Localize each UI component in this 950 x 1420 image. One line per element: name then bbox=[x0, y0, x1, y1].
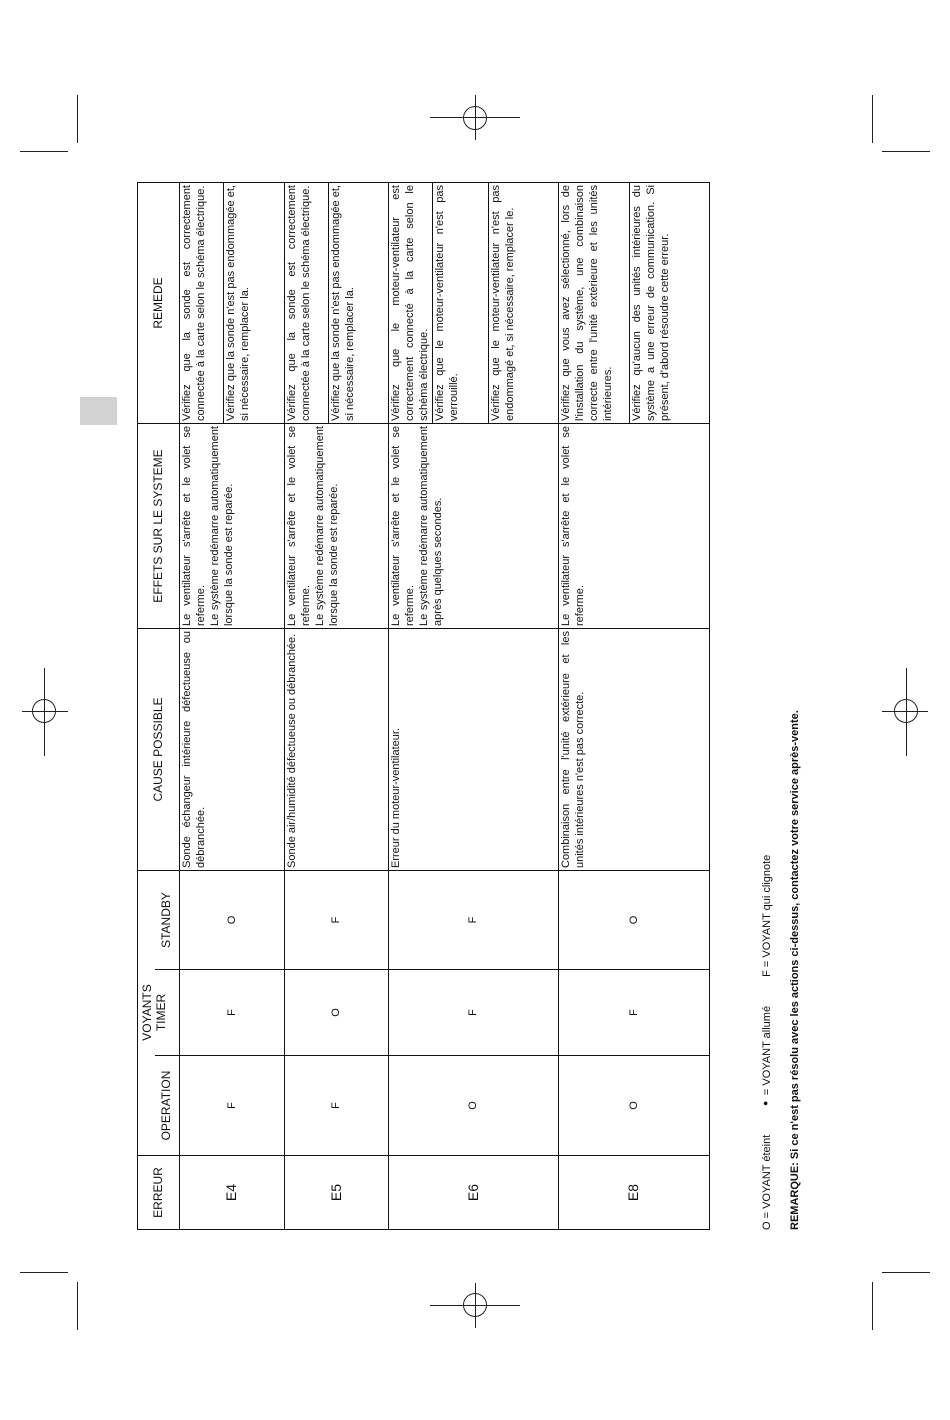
table-row bbox=[285, 183, 389, 1230]
effets-text: Le système redémarre automatiquement lorsque la sonde est reparée. bbox=[209, 426, 236, 626]
cause-text: Sonde air/humidité défectueuse ou débranchée. bbox=[286, 633, 298, 868]
cause-cell bbox=[180, 629, 285, 871]
effets-cell bbox=[180, 424, 285, 629]
remede-text: Vérifiez que le moteur-ventilateur n'est pas endommagé et, si nécessaire, remplacer le. bbox=[490, 185, 517, 421]
registration-mark-icon bbox=[32, 699, 56, 723]
header-remede: REMEDE bbox=[138, 183, 180, 424]
led-timer: F bbox=[180, 970, 285, 1056]
effets-text: Le ventilateur s'arrête et le volet se referme. bbox=[560, 426, 587, 626]
effets-text: Le ventilateur s'arrête et le volet se referme. bbox=[181, 426, 208, 626]
header-blank bbox=[138, 1056, 155, 1156]
header-standby: STANDBY bbox=[155, 871, 180, 970]
header-timer: TIMER bbox=[155, 970, 180, 1056]
remede-text: Vérifiez que vous avez sélectionné, lors de l'installation du système, une combinaison correcte entre l'unité extérieure et les unités intérieures. bbox=[559, 183, 630, 423]
header-erreur: ERREUR bbox=[138, 1156, 180, 1230]
effets-cell bbox=[559, 424, 710, 629]
cause-text: Sonde échangeur intérieure défectueuse ou débranchée. bbox=[181, 631, 208, 868]
side-tab bbox=[80, 397, 117, 425]
effets-text: Le système redémarre automatiquement après quelques secondes. bbox=[418, 426, 445, 626]
led-timer: F bbox=[389, 970, 559, 1056]
remede-text: Vérifiez que le moteur-ventilateur est correctement connecté à la carte selon le schéma électrique. bbox=[389, 183, 433, 423]
error-code: E8 bbox=[559, 1156, 710, 1230]
led-standby: F bbox=[285, 871, 389, 970]
error-table bbox=[137, 182, 710, 1230]
remede-cell bbox=[180, 183, 285, 424]
crop-mark bbox=[77, 95, 78, 143]
legend bbox=[758, 829, 773, 1230]
effets-cell bbox=[285, 424, 389, 629]
cause-text: Combinaison entre l'unité extérieure et les unités intérieures n'est pas correcte. bbox=[560, 631, 587, 868]
effets-text: Le ventilateur s'arrête et le volet se referme. bbox=[286, 426, 313, 626]
registration-mark-icon bbox=[463, 106, 487, 130]
led-operation: F bbox=[180, 1056, 285, 1156]
header-operation: OPERATION bbox=[155, 1056, 180, 1156]
crop-mark bbox=[20, 151, 68, 152]
legend-blink: F = VOYANT qui clignote bbox=[761, 854, 773, 977]
crop-mark bbox=[872, 1282, 873, 1330]
remark: REMARQUE: Si ce n'est pas résolu avec les actions ci-dessus, contactez votre service après-vente. bbox=[789, 710, 801, 1230]
effets-text: Le ventilateur s'arrête et le volet se referme. bbox=[390, 426, 417, 626]
error-code: E5 bbox=[285, 1156, 389, 1230]
remede-cell bbox=[559, 183, 710, 424]
led-operation: F bbox=[285, 1056, 389, 1156]
crop-mark bbox=[77, 1282, 78, 1330]
registration-mark-icon bbox=[463, 1293, 487, 1317]
remede-cell bbox=[389, 183, 559, 424]
led-standby: O bbox=[559, 871, 710, 970]
crop-mark bbox=[882, 151, 930, 152]
rotated-content bbox=[137, 183, 817, 1253]
remede-text: Vérifiez que la sonde n'est pas endommagée et, si nécessaire, remplacer la. bbox=[330, 185, 357, 421]
led-standby: F bbox=[389, 871, 559, 970]
table-row bbox=[559, 183, 710, 1230]
header-voyants: VOYANTS bbox=[138, 970, 155, 1056]
cause-cell bbox=[559, 629, 710, 871]
header-cause: CAUSE POSSIBLE bbox=[138, 629, 180, 871]
header-blank bbox=[138, 871, 155, 970]
cause-text: Erreur du moteur-ventilateur. bbox=[390, 727, 402, 868]
led-standby: O bbox=[180, 871, 285, 970]
remede-text: Vérifiez que le moteur-ventilateur n'est pas verrouillé. bbox=[433, 183, 489, 423]
table-row bbox=[389, 183, 559, 1230]
crop-mark bbox=[882, 1272, 930, 1273]
effets-cell bbox=[389, 424, 559, 629]
remede-text: Vérifiez que la sonde est correctement connectée à la carte selon le schéma électrique. bbox=[180, 183, 224, 423]
led-operation: O bbox=[389, 1056, 559, 1156]
led-operation: O bbox=[559, 1056, 710, 1156]
crop-mark bbox=[872, 95, 873, 143]
remede-cell bbox=[285, 183, 389, 424]
led-timer: O bbox=[285, 970, 389, 1056]
legend-off: O = VOYANT éteint bbox=[761, 1134, 773, 1230]
remede-text: Vérifiez que la sonde est correctement connectée à la carte selon le schéma électrique. bbox=[285, 183, 329, 423]
header-effets: EFFETS SUR LE SYSTEME bbox=[138, 424, 180, 629]
legend-on-symbol: • bbox=[758, 1101, 773, 1106]
cause-cell bbox=[389, 629, 559, 871]
effets-text: Le système redémarre automatiquement lorsque la sonde est reparée. bbox=[314, 426, 341, 626]
cause-cell bbox=[285, 629, 389, 871]
table-row bbox=[180, 183, 285, 1230]
registration-mark-icon bbox=[894, 699, 918, 723]
remede-text: Vérifiez que la sonde n'est pas endommagée et, si nécessaire, remplacer la. bbox=[225, 185, 252, 421]
error-code: E4 bbox=[180, 1156, 285, 1230]
legend-on: = VOYANT allumé bbox=[761, 1005, 773, 1096]
led-timer: F bbox=[559, 970, 710, 1056]
error-code: E6 bbox=[389, 1156, 559, 1230]
remede-text: Vérifiez qu'aucun des unités intérieures du système a une erreur de communication. Si présent, d'abord résoudre cette erreur. bbox=[631, 185, 672, 421]
crop-mark bbox=[20, 1272, 68, 1273]
